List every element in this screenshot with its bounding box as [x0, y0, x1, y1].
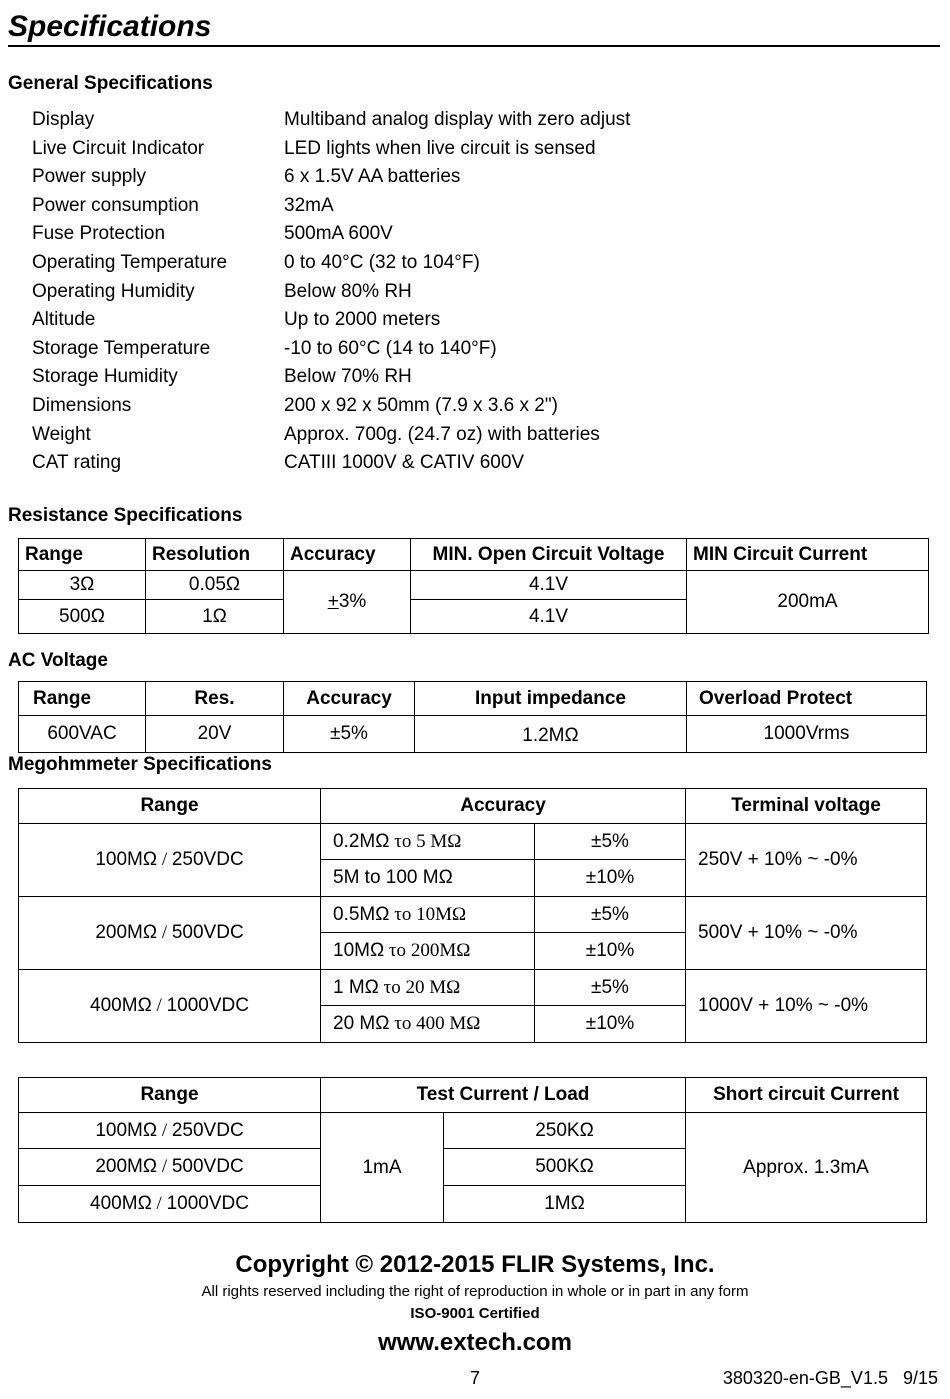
- tc-range-cell: 100MΩ / 250VDC: [19, 1113, 321, 1149]
- spec-label: Power supply: [32, 166, 147, 188]
- ac-range-cell: 600VAC: [19, 716, 146, 753]
- spec-row: [32, 392, 932, 420]
- meg-terminal-cell: 250V + 10% ~ -0%: [686, 824, 927, 897]
- res-header-voltage: MIN. Open Circuit Voltage: [411, 539, 687, 571]
- spec-value: 500mA 600V: [284, 223, 393, 245]
- website-link[interactable]: www.extech.com: [378, 1329, 572, 1356]
- tc-current-cell: 1mA: [321, 1113, 444, 1223]
- ac-header-range: Range: [19, 682, 146, 716]
- spec-value: Approx. 700g. (24.7 oz) with batteries: [284, 423, 600, 445]
- spec-value: Below 80% RH: [284, 280, 412, 302]
- spec-label: CAT rating: [32, 452, 122, 474]
- ac-header-overload: Overload Protect: [687, 682, 927, 716]
- meg-range-cell: 100MΩ / 250VDC: [19, 824, 321, 897]
- meg-terminal-cell: 500V + 10% ~ -0%: [686, 897, 927, 970]
- meg-subrange-cell: 0.2MΩ το 5 MΩ: [321, 824, 535, 860]
- ac-res-cell: 20V: [146, 716, 284, 753]
- meg-range-cell: 400MΩ / 1000VDC: [19, 970, 321, 1043]
- spec-row: [32, 220, 932, 248]
- spec-label: Power consumption: [32, 194, 199, 216]
- meg-subrange-cell: 20 MΩ το 400 MΩ: [321, 1006, 535, 1043]
- spec-label: Storage Humidity: [32, 366, 178, 388]
- tc-header-short: Short circuit Current: [686, 1078, 927, 1113]
- ac-header-accuracy: Accuracy: [284, 682, 415, 716]
- spec-value: Up to 2000 meters: [284, 309, 441, 331]
- meg-accuracy-cell: ±10%: [535, 933, 686, 970]
- megohm-table: [18, 788, 927, 1043]
- meg-header-terminal: Terminal voltage: [686, 789, 927, 824]
- res-resolution-cell: 0.05Ω: [146, 571, 284, 600]
- tc-load-cell: 1MΩ: [444, 1186, 686, 1223]
- tc-load-cell: 250KΩ: [444, 1113, 686, 1149]
- spec-label: Fuse Protection: [32, 223, 166, 245]
- meg-subrange-cell: 0.5MΩ το 10MΩ: [321, 897, 535, 933]
- spec-value: LED lights when live circuit is sensed: [284, 137, 596, 159]
- general-specs-heading: General Specifications: [8, 73, 213, 94]
- res-range-cell: 500Ω: [19, 600, 146, 634]
- res-header-current: MIN Circuit Current: [687, 539, 929, 571]
- rights-line: All rights reserved including the right of reproduction in whole or in part in any form: [201, 1283, 749, 1300]
- meg-accuracy-cell: ±5%: [535, 970, 686, 1006]
- ac-overload-cell: 1000Vrms: [687, 716, 927, 753]
- spec-row: [32, 249, 932, 277]
- tc-load-cell: 500KΩ: [444, 1149, 686, 1186]
- spec-label: Altitude: [32, 309, 96, 331]
- spec-row: [32, 306, 932, 334]
- plus-minus-sign: +: [327, 591, 339, 612]
- res-resolution-cell: 1Ω: [146, 600, 284, 634]
- ac-voltage-table: [18, 681, 927, 753]
- meg-accuracy-cell: ±10%: [535, 1006, 686, 1043]
- spec-value: -10 to 60°C (14 to 140°F): [284, 337, 497, 359]
- spec-label: Live Circuit Indicator: [32, 137, 205, 159]
- res-current-cell: 200mA: [687, 571, 929, 634]
- spec-value: CATIII 1000V & CATIV 600V: [284, 452, 525, 474]
- page-title: Specifications: [8, 10, 212, 43]
- resistance-heading: Resistance Specifications: [8, 505, 243, 526]
- spec-row: [32, 163, 932, 191]
- resistance-table: [18, 538, 929, 634]
- tc-header-range: Range: [19, 1078, 321, 1113]
- spec-value: Multiband analog display with zero adjust: [284, 109, 631, 130]
- spec-value: Below 70% RH: [284, 366, 412, 388]
- res-voltage-cell: 4.1V: [411, 600, 687, 634]
- spec-row: [32, 335, 932, 363]
- ac-accuracy-cell: ±5%: [284, 716, 415, 753]
- res-range-cell: 3Ω: [19, 571, 146, 600]
- meg-subrange-cell: 1 MΩ το 20 MΩ: [321, 970, 535, 1006]
- spec-value: 200 x 92 x 50mm (7.9 x 3.6 x 2"): [284, 395, 558, 416]
- meg-terminal-cell: 1000V + 10% ~ -0%: [686, 970, 927, 1043]
- spec-row: [32, 278, 932, 306]
- spec-row: [32, 421, 932, 449]
- spec-row: [32, 135, 932, 163]
- meg-header-range: Range: [19, 789, 321, 824]
- title-rule: [8, 45, 940, 47]
- spec-row: [32, 192, 932, 220]
- spec-row: [32, 106, 932, 134]
- tc-header-load: Test Current / Load: [321, 1078, 686, 1113]
- meg-accuracy-cell: ±5%: [535, 897, 686, 933]
- ac-header-res: Res.: [146, 682, 284, 716]
- spec-row: [32, 449, 932, 477]
- meg-subrange-cell: 10MΩ το 200MΩ: [321, 933, 535, 970]
- meg-header-accuracy: Accuracy: [321, 789, 686, 824]
- res-accuracy-value: 3%: [338, 591, 367, 612]
- res-accuracy-cell: [284, 571, 411, 634]
- megohm-heading: Megohmmeter Specifications: [8, 754, 272, 775]
- tc-range-cell: 200MΩ / 500VDC: [19, 1149, 321, 1186]
- spec-value: 6 x 1.5V AA batteries: [284, 166, 461, 188]
- spec-label: Storage Temperature: [32, 337, 211, 359]
- ac-header-impedance: Input impedance: [415, 682, 687, 716]
- document-id: 380320-en-GB_V1.5 9/15: [722, 1368, 938, 1388]
- res-header-accuracy: Accuracy: [284, 539, 411, 571]
- spec-value: 0 to 40°C (32 to 104°F): [284, 252, 480, 273]
- res-voltage-cell: 4.1V: [411, 571, 687, 600]
- res-header-range: Range: [19, 539, 146, 571]
- spec-label: Weight: [32, 423, 91, 445]
- spec-row: [32, 363, 932, 391]
- meg-accuracy-cell: ±5%: [535, 824, 686, 860]
- spec-value: 32mA: [284, 194, 334, 216]
- spec-label: Display: [32, 109, 95, 130]
- meg-accuracy-cell: ±10%: [535, 860, 686, 897]
- iso-line: ISO-9001 Certified: [410, 1305, 540, 1322]
- spec-label: Operating Temperature: [32, 252, 228, 273]
- copyright-line: Copyright © 2012-2015 FLIR Systems, Inc.: [235, 1251, 715, 1278]
- spec-label: Operating Humidity: [32, 280, 195, 302]
- ac-voltage-heading: AC Voltage: [8, 650, 108, 671]
- ac-impedance-cell: 1.2MΩ: [415, 716, 687, 753]
- page-number: 7: [469, 1368, 480, 1388]
- tc-range-cell: 400MΩ / 1000VDC: [19, 1186, 321, 1223]
- meg-subrange-cell: 5M to 100 MΩ: [321, 860, 535, 897]
- spec-label: Dimensions: [32, 395, 132, 416]
- res-header-resolution: Resolution: [146, 539, 284, 571]
- test-current-table: [18, 1077, 927, 1223]
- tc-short-cell: Approx. 1.3mA: [686, 1113, 927, 1223]
- meg-range-cell: 200MΩ / 500VDC: [19, 897, 321, 970]
